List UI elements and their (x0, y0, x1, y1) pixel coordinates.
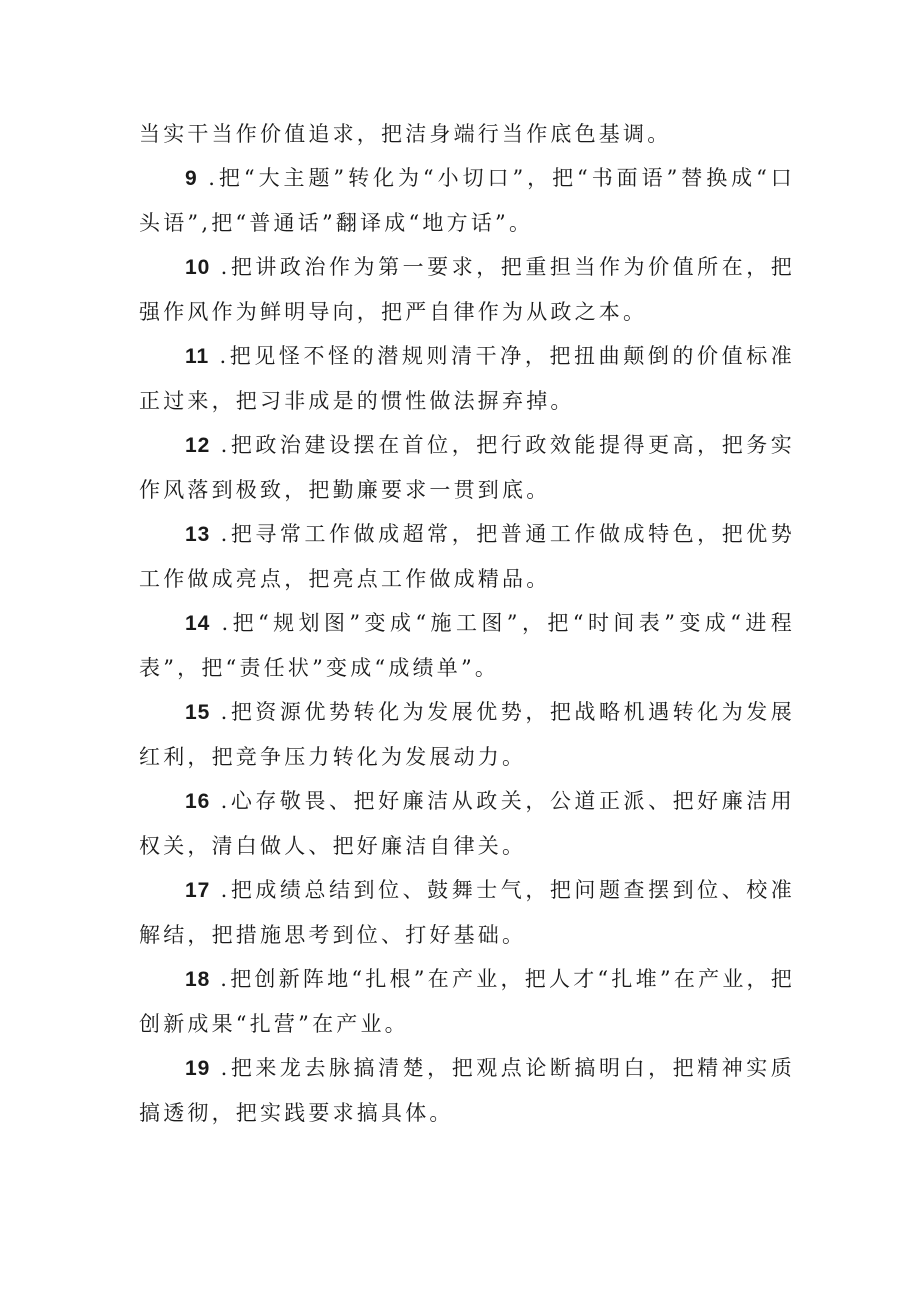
item-separator: . (210, 1056, 231, 1080)
list-item-11 (139, 334, 795, 423)
item-separator: . (210, 700, 231, 724)
item-text: 把寻常工作做成超常，把普通工作做成特色，把优势工作做成亮点，把亮点工作做成精品。 (139, 522, 795, 591)
item-number: 10 (185, 256, 211, 279)
item-number: 14 (185, 612, 211, 635)
item-separator: . (197, 166, 219, 190)
item-text: 把讲政治作为第一要求，把重担当作为价值所在，把强作风作为鲜明导向，把严自律作为从政之本。 (139, 255, 795, 324)
list-item-19 (139, 1046, 795, 1135)
list-item-12 (139, 423, 795, 512)
item-text: 把政治建设摆在首位，把行政效能提得更高，把务实作风落到极致，把勤廉要求一贯到底。 (139, 433, 795, 502)
item-text: 把成绩总结到位、鼓舞士气，把问题查摆到位、校准解结，把措施思考到位、打好基础。 (139, 878, 795, 947)
item-text: 把“规划图”变成“施工图”，把“时间表”变成“进程表”，把“责任状”变成“成绩单”。 (139, 611, 795, 680)
list-item-18 (139, 957, 795, 1046)
list-item-16 (139, 779, 795, 868)
item-number: 11 (185, 345, 210, 368)
paragraph-intro (139, 112, 795, 156)
item-number: 16 (185, 790, 211, 813)
item-text: 心存敬畏、把好廉洁从政关，公道正派、把好廉洁用权关，清白做人、把好廉洁自律关。 (139, 789, 795, 858)
item-number: 12 (185, 434, 211, 457)
item-separator: . (210, 522, 231, 546)
item-separator: . (210, 789, 231, 813)
item-separator: . (210, 611, 232, 635)
item-number: 18 (185, 968, 211, 991)
item-separator: . (209, 344, 230, 368)
document-body (139, 112, 795, 1135)
item-number: 13 (185, 523, 211, 546)
list-item-17 (139, 868, 795, 957)
list-item-15 (139, 690, 795, 779)
item-text: 把见怪不怪的潜规则清干净，把扭曲颠倒的价值标准正过来，把习非成是的惯性做法摒弃掉。 (139, 344, 795, 413)
paragraph-text: 当实干当作价值追求，把洁身端行当作底色基调。 (139, 122, 672, 146)
item-separator: . (210, 433, 231, 457)
item-number: 17 (185, 879, 211, 902)
item-separator: . (210, 878, 231, 902)
list-item-10 (139, 245, 795, 334)
item-number: 9 (185, 167, 198, 190)
item-text: 把资源优势转化为发展优势，把战略机遇转化为发展红利，把竞争压力转化为发展动力。 (139, 700, 795, 769)
list-item-14 (139, 601, 795, 690)
item-separator: . (210, 255, 231, 279)
item-number: 19 (185, 1057, 211, 1080)
item-text: 把来龙去脉搞清楚，把观点论断搞明白，把精神实质搞透彻，把实践要求搞具体。 (139, 1056, 795, 1125)
item-text: 把创新阵地“扎根”在产业，把人才“扎堆”在产业，把创新成果“扎营”在产业。 (139, 967, 795, 1036)
list-item-13 (139, 512, 795, 601)
item-number: 15 (185, 701, 211, 724)
item-separator: . (210, 967, 231, 991)
list-item-9 (139, 156, 795, 245)
item-text: 把“大主题”转化为“小切口”，把“书面语”替换成“口头语”,把“普通话”翻译成“地方话”。 (139, 166, 795, 235)
